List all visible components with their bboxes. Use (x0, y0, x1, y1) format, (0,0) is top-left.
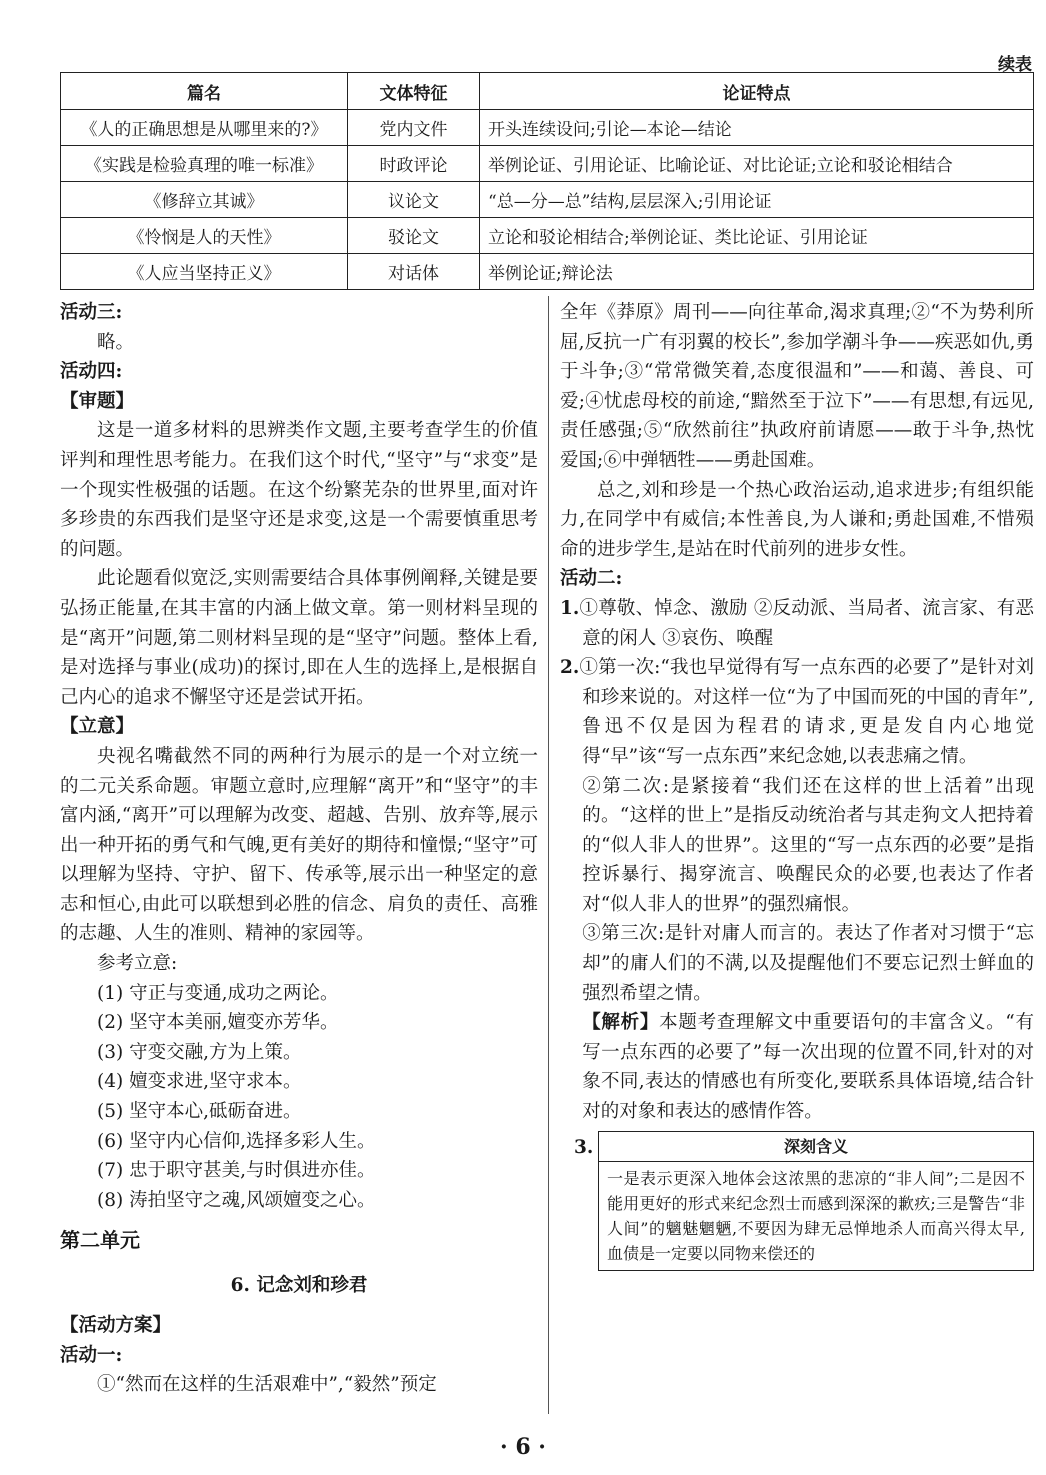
question-3-number: 3. (574, 1136, 594, 1158)
table-cell: 《人应当坚持正义》 (61, 254, 348, 290)
table-cell: 举例论证、引用论证、比喻论证、对比论证;立论和驳论相结合 (480, 146, 1034, 182)
reference-title: 参考立意: (97, 953, 178, 975)
reference-item: (5) 坚守本心,砥砺奋进。 (97, 1101, 302, 1123)
meaning-box-body: 一是表示更深入地体会这浓黑的悲凉的“非人间”;二是因不能用更好的形式来纪念烈士而感到深深的歉疚;三是警告“非人间”的魑魅魍魉,不要因为肆无忌惮地杀人而高兴得太早,血债是一定要以同物来偿还的 (607, 1168, 1025, 1263)
left-column (60, 298, 538, 1400)
analysis-heading: 【解析】 (582, 1012, 660, 1034)
meaning-box-header: 深刻含义 (599, 1132, 1033, 1162)
table-cell: 党内文件 (348, 110, 480, 146)
reference-item: (8) 涛拍坚守之魂,风颂嬗变之心。 (97, 1189, 376, 1211)
liyi-paragraph: 央视名嘴截然不同的两种行为展示的是一个对立统一的二元关系命题。审题立意时,应理解“离开”和“坚守”的丰富内涵,“离开”可以理解为改变、超越、告别、放弃等,展示出一种开拓的勇气和气魄,更有美好的期待和憧憬;“坚守”可以理解为坚持、守护、留下、传承等,展示出一种坚定的意志和恒心,由此可以联想到必胜的信念、肩负的责任、高雅的志趣、人生的准则、精神的家园等。 (60, 745, 538, 945)
reference-item: (4) 嬗变求进,坚守求本。 (97, 1071, 302, 1093)
table-cell: 《人的正确思想是从哪里来的?》 (61, 110, 348, 146)
table-cell: 立论和驳论相结合;举例论证、类比论证、引用论证 (480, 218, 1034, 254)
summary-paragraph: 总之,刘和珍是一个热心政治运动,追求进步;有组织能力,在同学中有威信;本性善良,为人谦和;勇赴国难,不惜殒命的进步学生,是站在时代前列的进步女性。 (560, 479, 1034, 560)
table-cell: 开头连续设问;引论—本论—结论 (480, 110, 1034, 146)
right-column (560, 298, 1034, 1271)
activity-1-continued: 全年《莽原》周刊——向往革命,渴求真理;②“不为势利所屈,反抗一广有羽翼的校长”,参加学潮斗争——疾恶如仇,勇于斗争;③“常常微笑着,态度很温和”——和蔼、善良、可爱;④忧虑母校的前途,“黯然至于泣下”——有思想,有远见,责任感强;⑤“欣然前往”执政府前请愿——敢于斗争,热忱爱国;⑥中弹牺牲——勇赴国难。 (560, 302, 1034, 471)
meaning-box (598, 1131, 1034, 1271)
reference-item: (6) 坚守内心信仰,选择多彩人生。 (97, 1130, 376, 1152)
reference-item: (2) 坚守本美丽,嬗变亦芳华。 (97, 1012, 339, 1034)
page-number: · 6 · (500, 1434, 546, 1460)
question-2 (560, 653, 1034, 771)
question-2-number: 2. (560, 657, 580, 679)
analysis-text: 本题考查理解文中重要语句的丰富含义。“有写一点东西的必要了”每一次出现的位置不同,针对的对象不同,表达的情感也有所变化,要联系具体语境,结合针对的对象和表达的感情作答。 (582, 1012, 1034, 1123)
question-2-part-1: ①第一次:“我也早觉得有写一点东西的必要了”是针对刘和珍来说的。对这样一位“为了中国而死的中国的青年”,鲁迅不仅是因为程君的请求,更是发自内心地觉得“早”该“写一点东西”来纪念她,以表悲痛之情。 (579, 657, 1034, 767)
reference-item: (1) 守正与变通,成功之两论。 (97, 982, 339, 1004)
table-row (61, 218, 1034, 254)
table-header: 文体特征 (348, 73, 480, 110)
activity-4-title: 活动四: (60, 361, 123, 383)
table-cell: 时政评论 (348, 146, 480, 182)
activity-1-title: 活动一: (60, 1344, 123, 1366)
plan-heading: 【活动方案】 (60, 1315, 172, 1336)
question-1 (560, 594, 1034, 653)
question-3 (560, 1131, 1034, 1271)
table-row (61, 254, 1034, 290)
reference-item: (7) 忠于职守甚美,与时俱进亦佳。 (97, 1160, 376, 1182)
liyi-heading: 【立意】 (60, 716, 135, 738)
lesson-title: 6. 记念刘和珍君 (230, 1275, 368, 1297)
table-cell: 对话体 (348, 254, 480, 290)
comparison-table (60, 72, 1034, 290)
table-cell: 议论文 (348, 182, 480, 218)
column-divider (548, 296, 549, 1414)
table-row (61, 110, 1034, 146)
table-cell: 《修辞立其诚》 (61, 182, 348, 218)
reference-item: (3) 守变交融,方为上策。 (97, 1041, 302, 1063)
continued-label: 续表 (998, 55, 1032, 75)
activity-3-body: 略。 (97, 331, 135, 353)
analysis (560, 1008, 1034, 1126)
table-cell: 驳论文 (348, 218, 480, 254)
table-row (61, 182, 1034, 218)
table-cell: 《实践是检验真理的唯一标准》 (61, 146, 348, 182)
unit-title: 第二单元 (60, 1228, 140, 1253)
question-2-part-3: ③第三次:是针对庸人而言的。表达了作者对习惯于“忘却”的庸人们的不满,以及提醒他们不要忘记烈士鲜血的强烈希望之情。 (582, 923, 1034, 1004)
table-row (61, 146, 1034, 182)
table-header: 篇名 (61, 73, 348, 110)
table-cell: 举例论证;辩论法 (480, 254, 1034, 290)
activity-2-title: 活动二: (560, 568, 623, 590)
question-2-part-2: ②第二次:是紧接着“我们还在这样的世上活着”出现的。“这样的世上”是指反动统治者与其走狗文人把持着的“似人非人的世界”。这里的“写一点东西的必要”是指控诉暴行、揭穿流言、唤醒民众的必要,也表达了作者对“似人非人的世界”的强烈痛恨。 (582, 775, 1034, 915)
table-cell: 《怜悯是人的天性》 (61, 218, 348, 254)
question-1-number: 1. (560, 597, 580, 619)
shenti-heading: 【审题】 (60, 390, 135, 412)
table-cell: “总—分—总”结构,层层深入;引用论证 (480, 182, 1034, 218)
activity-3-title: 活动三: (60, 302, 123, 323)
table-header-row (61, 73, 1034, 110)
table-header: 论证特点 (480, 73, 1034, 110)
question-1-text: ①尊敬、悼念、激励 ②反动派、当局者、流言家、有恶意的闲人 ③哀伤、唤醒 (579, 597, 1034, 649)
activity-1-paragraph: ①“然而在这样的生活艰难中”,“毅然”预定 (97, 1374, 437, 1396)
shenti-paragraph-1: 这是一道多材料的思辨类作文题,主要考查学生的价值评判和理性思考能力。在我们这个时代,“坚守”与“求变”是一个现实性极强的话题。在这个纷繁芜杂的世界里,面对许多珍贵的东西我们是坚守还是求变,这是一个需要慎重思考的问题。 (60, 420, 538, 560)
shenti-paragraph-2: 此论题看似宽泛,实则需要结合具体事例阐释,关键是要弘扬正能量,在其丰富的内涵上做文章。第一则材料呈现的是“离开”问题,第二则材料呈现的是“坚守”问题。整体上看,是对选择与事业(成功)的探讨,即在人生的选择上,是根据自己内心的追求不懈坚守还是尝试开拓。 (60, 568, 538, 708)
